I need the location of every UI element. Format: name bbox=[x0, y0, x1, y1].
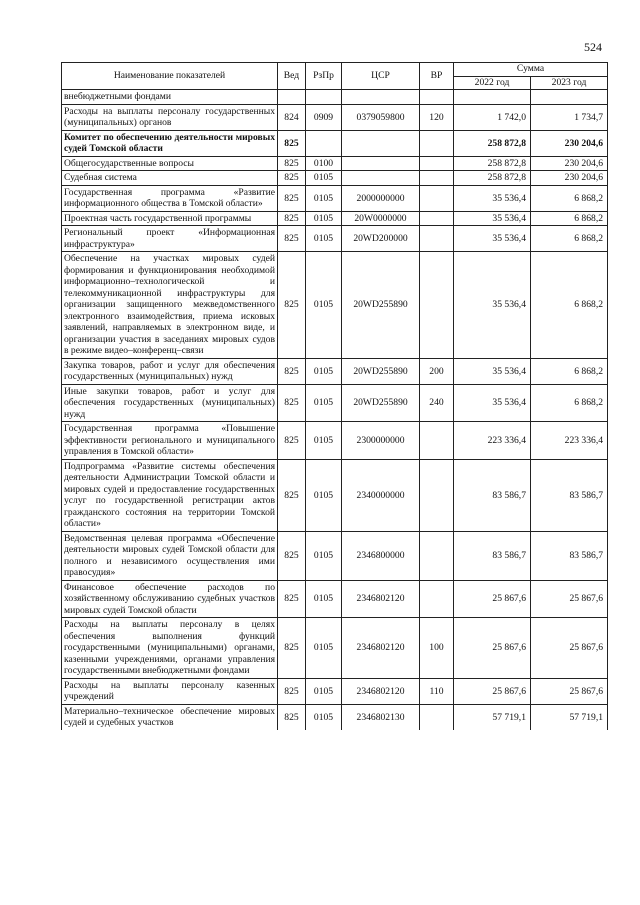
cell-ved bbox=[278, 90, 306, 105]
cell-vr bbox=[420, 226, 454, 252]
cell-2022: 83 586,7 bbox=[454, 531, 531, 580]
table-row bbox=[62, 171, 608, 186]
table-row bbox=[62, 422, 608, 460]
header-year-2022: 2022 год bbox=[454, 76, 531, 90]
cell-rzpr: 0100 bbox=[306, 156, 342, 171]
cell-name: Подпрограмма «Развитие системы обеспечения деятельности Администрации Томской области и мировых судей и предоставление государственных услуг по государственной регистрации актов гражданского состояния на территории Томской области» bbox=[62, 459, 278, 531]
cell-name: Общегосударственные вопросы bbox=[62, 156, 278, 171]
cell-rzpr: 0105 bbox=[306, 171, 342, 186]
table-row bbox=[62, 704, 608, 730]
cell-vr bbox=[420, 171, 454, 186]
cell-2022: 258 872,8 bbox=[454, 171, 531, 186]
cell-vr bbox=[420, 211, 454, 226]
cell-ved: 825 bbox=[278, 171, 306, 186]
cell-ved: 825 bbox=[278, 130, 306, 156]
cell-2023: 6 868,2 bbox=[531, 226, 608, 252]
cell-2023: 83 586,7 bbox=[531, 531, 608, 580]
cell-ved: 825 bbox=[278, 211, 306, 226]
cell-name: Материально–техническое обеспечение мировых судей и судебных участков bbox=[62, 704, 278, 730]
cell-2023: 230 204,6 bbox=[531, 156, 608, 171]
cell-rzpr: 0105 bbox=[306, 580, 342, 618]
cell-csr bbox=[342, 90, 420, 105]
cell-csr bbox=[342, 171, 420, 186]
header-year-2023: 2023 год bbox=[531, 76, 608, 90]
page-number: 524 bbox=[584, 40, 602, 54]
header-name: Наименование показателей bbox=[62, 63, 278, 90]
cell-2022: 35 536,4 bbox=[454, 226, 531, 252]
cell-2023: 25 867,6 bbox=[531, 618, 608, 679]
cell-2023: 57 719,1 bbox=[531, 704, 608, 730]
cell-2023: 83 586,7 bbox=[531, 459, 608, 531]
header-vr: ВР bbox=[420, 63, 454, 90]
cell-vr: 110 bbox=[420, 678, 454, 704]
cell-2022: 35 536,4 bbox=[454, 358, 531, 384]
cell-2022: 35 536,4 bbox=[454, 252, 531, 359]
table-row bbox=[62, 384, 608, 422]
cell-ved: 825 bbox=[278, 618, 306, 679]
cell-ved: 825 bbox=[278, 185, 306, 211]
cell-name: Финансовое обеспечение расходов по хозяйственному обслуживанию судебных участков мировых судей Томской области bbox=[62, 580, 278, 618]
budget-table bbox=[61, 62, 608, 730]
cell-2022: 25 867,6 bbox=[454, 678, 531, 704]
cell-2022: 258 872,8 bbox=[454, 130, 531, 156]
cell-name: Расходы на выплаты персоналу в целях обеспечения выполнения функций государственными (муниципальными) органами, казенными учреждениями, органами управления государственными внебюджетными фондами bbox=[62, 618, 278, 679]
cell-2023: 230 204,6 bbox=[531, 171, 608, 186]
cell-2023: 230 204,6 bbox=[531, 130, 608, 156]
cell-2022: 258 872,8 bbox=[454, 156, 531, 171]
table-row bbox=[62, 130, 608, 156]
cell-2023: 6 868,2 bbox=[531, 185, 608, 211]
cell-ved: 825 bbox=[278, 531, 306, 580]
cell-rzpr: 0105 bbox=[306, 459, 342, 531]
cell-vr bbox=[420, 252, 454, 359]
cell-vr bbox=[420, 90, 454, 105]
cell-rzpr: 0105 bbox=[306, 531, 342, 580]
cell-csr: 2346802120 bbox=[342, 580, 420, 618]
cell-name: Ведомственная целевая программа «Обеспечение деятельности мировых судей Томской области для полного и независимого осуществления ими правосудия» bbox=[62, 531, 278, 580]
cell-2022: 83 586,7 bbox=[454, 459, 531, 531]
cell-name: Проектная часть государственной программы bbox=[62, 211, 278, 226]
cell-2023: 25 867,6 bbox=[531, 580, 608, 618]
cell-rzpr: 0105 bbox=[306, 358, 342, 384]
table-body bbox=[62, 90, 608, 730]
cell-csr: 2346802120 bbox=[342, 678, 420, 704]
table-row bbox=[62, 211, 608, 226]
cell-2023: 6 868,2 bbox=[531, 211, 608, 226]
header-ved: Вед bbox=[278, 63, 306, 90]
cell-ved: 824 bbox=[278, 104, 306, 130]
cell-ved: 825 bbox=[278, 704, 306, 730]
cell-name: Иные закупки товаров, работ и услуг для обеспечения государственных (муниципальных) нужд bbox=[62, 384, 278, 422]
cell-csr: 2300000000 bbox=[342, 422, 420, 460]
cell-rzpr: 0105 bbox=[306, 618, 342, 679]
cell-vr: 120 bbox=[420, 104, 454, 130]
table-row bbox=[62, 459, 608, 531]
cell-name: Комитет по обеспечению деятельности мировых судей Томской области bbox=[62, 130, 278, 156]
cell-ved: 825 bbox=[278, 580, 306, 618]
cell-2023: 223 336,4 bbox=[531, 422, 608, 460]
cell-rzpr: 0105 bbox=[306, 185, 342, 211]
cell-csr: 2346802130 bbox=[342, 704, 420, 730]
cell-csr: 20WD255890 bbox=[342, 384, 420, 422]
cell-2023: 6 868,2 bbox=[531, 252, 608, 359]
cell-2022: 1 742,0 bbox=[454, 104, 531, 130]
cell-rzpr bbox=[306, 130, 342, 156]
table-row bbox=[62, 90, 608, 105]
cell-name: Региональный проект «Информационная инфраструктура» bbox=[62, 226, 278, 252]
cell-rzpr: 0105 bbox=[306, 252, 342, 359]
cell-name: Обеспечение на участках мировых судей формирования и функционирования необходимой информационно–технологической и телекоммуникационной инфраструктуры для организации защищенного межведомственного электронного взаимодействия, приема исковых заявлений, направляемых в электронном виде, и организации участия в заседаниях мировых судов в режиме видео–конференц–связи bbox=[62, 252, 278, 359]
cell-ved: 825 bbox=[278, 678, 306, 704]
cell-2022: 25 867,6 bbox=[454, 618, 531, 679]
cell-name: Судебная система bbox=[62, 171, 278, 186]
table-row bbox=[62, 531, 608, 580]
table-row bbox=[62, 185, 608, 211]
table-row bbox=[62, 358, 608, 384]
cell-rzpr: 0105 bbox=[306, 678, 342, 704]
cell-vr: 240 bbox=[420, 384, 454, 422]
cell-csr: 0379059800 bbox=[342, 104, 420, 130]
cell-name: Государственная программа «Повышение эффективности регионального и муниципального управления в Томской области» bbox=[62, 422, 278, 460]
cell-2022: 35 536,4 bbox=[454, 211, 531, 226]
cell-ved: 825 bbox=[278, 252, 306, 359]
cell-vr bbox=[420, 531, 454, 580]
header-rzpr: РзПр bbox=[306, 63, 342, 90]
table-row bbox=[62, 104, 608, 130]
cell-csr: 2340000000 bbox=[342, 459, 420, 531]
cell-vr bbox=[420, 459, 454, 531]
cell-2022: 35 536,4 bbox=[454, 185, 531, 211]
cell-ved: 825 bbox=[278, 459, 306, 531]
cell-csr bbox=[342, 156, 420, 171]
cell-ved: 825 bbox=[278, 384, 306, 422]
cell-csr bbox=[342, 130, 420, 156]
cell-rzpr: 0909 bbox=[306, 104, 342, 130]
cell-2022: 35 536,4 bbox=[454, 384, 531, 422]
table-row bbox=[62, 252, 608, 359]
cell-vr: 100 bbox=[420, 618, 454, 679]
cell-csr: 20WD200000 bbox=[342, 226, 420, 252]
cell-ved: 825 bbox=[278, 226, 306, 252]
cell-ved: 825 bbox=[278, 422, 306, 460]
cell-rzpr: 0105 bbox=[306, 226, 342, 252]
cell-2023: 25 867,6 bbox=[531, 678, 608, 704]
table-row bbox=[62, 156, 608, 171]
cell-vr: 200 bbox=[420, 358, 454, 384]
header-row-1 bbox=[62, 63, 608, 77]
cell-rzpr: 0105 bbox=[306, 384, 342, 422]
cell-2023 bbox=[531, 90, 608, 105]
cell-csr: 20WD255890 bbox=[342, 252, 420, 359]
cell-2022: 25 867,6 bbox=[454, 580, 531, 618]
table-row bbox=[62, 618, 608, 679]
cell-rzpr bbox=[306, 90, 342, 105]
cell-rzpr: 0105 bbox=[306, 422, 342, 460]
cell-vr bbox=[420, 156, 454, 171]
cell-vr bbox=[420, 704, 454, 730]
cell-vr bbox=[420, 580, 454, 618]
cell-2023: 1 734,7 bbox=[531, 104, 608, 130]
cell-ved: 825 bbox=[278, 358, 306, 384]
cell-ved: 825 bbox=[278, 156, 306, 171]
cell-vr bbox=[420, 185, 454, 211]
cell-name: Государственная программа «Развитие информационного общества в Томской области» bbox=[62, 185, 278, 211]
cell-2022: 57 719,1 bbox=[454, 704, 531, 730]
table-row bbox=[62, 580, 608, 618]
cell-csr: 20W0000000 bbox=[342, 211, 420, 226]
cell-2023: 6 868,2 bbox=[531, 358, 608, 384]
table-row bbox=[62, 678, 608, 704]
cell-rzpr: 0105 bbox=[306, 211, 342, 226]
cell-csr: 2000000000 bbox=[342, 185, 420, 211]
header-csr: ЦСР bbox=[342, 63, 420, 90]
cell-csr: 2346800000 bbox=[342, 531, 420, 580]
cell-vr bbox=[420, 130, 454, 156]
cell-rzpr: 0105 bbox=[306, 704, 342, 730]
cell-csr: 2346802120 bbox=[342, 618, 420, 679]
cell-name: Закупка товаров, работ и услуг для обеспечения государственных (муниципальных) нужд bbox=[62, 358, 278, 384]
cell-name: внебюджетными фондами bbox=[62, 90, 278, 105]
cell-name: Расходы на выплаты персоналу казенных учреждений bbox=[62, 678, 278, 704]
cell-2023: 6 868,2 bbox=[531, 384, 608, 422]
cell-name: Расходы на выплаты персоналу государственных (муниципальных) органов bbox=[62, 104, 278, 130]
cell-2022: 223 336,4 bbox=[454, 422, 531, 460]
cell-vr bbox=[420, 422, 454, 460]
table-row bbox=[62, 226, 608, 252]
cell-csr: 20WD255890 bbox=[342, 358, 420, 384]
header-sum: Сумма bbox=[454, 63, 608, 77]
cell-2022 bbox=[454, 90, 531, 105]
